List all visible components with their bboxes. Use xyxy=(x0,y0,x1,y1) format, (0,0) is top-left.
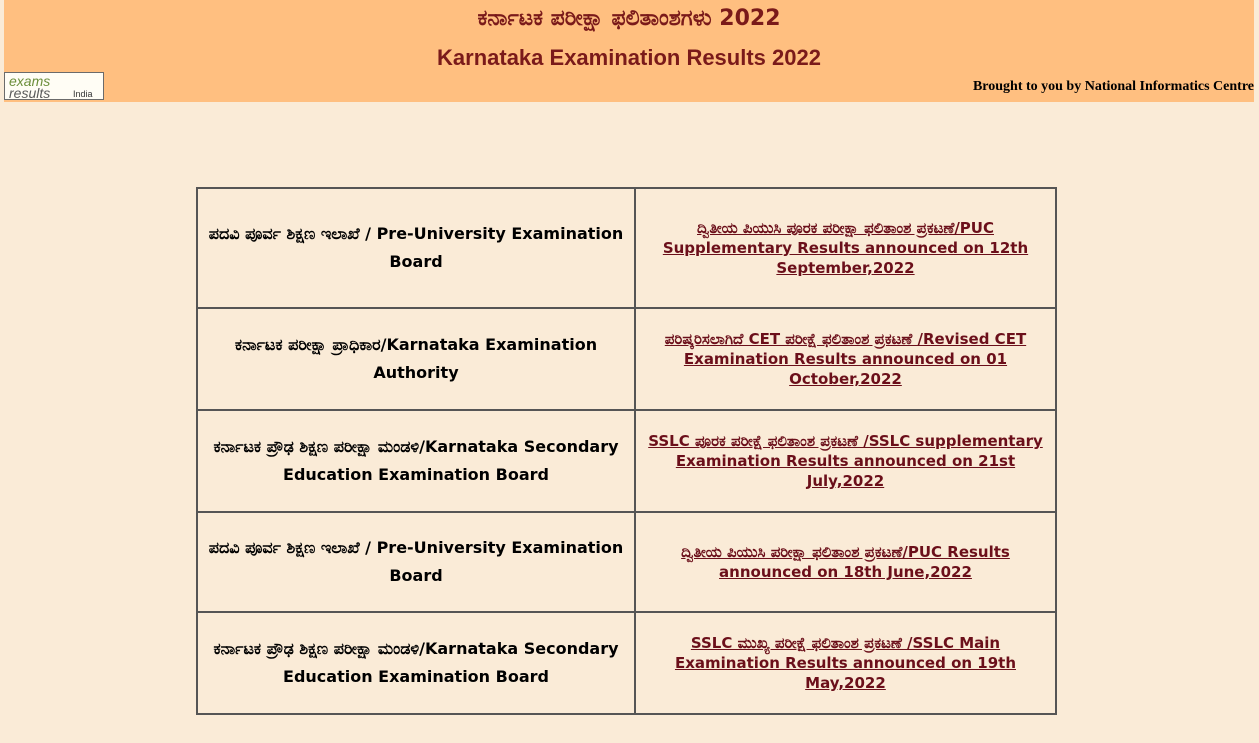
logo-text-india: India xyxy=(73,89,93,99)
page-title-kannada: ಕರ್ನಾಟಕ ಪರೀಕ್ಷಾ ಫಲಿತಾಂಶಗಳು 2022 xyxy=(477,6,781,31)
table-row xyxy=(197,308,1056,410)
result-link-sslc-main[interactable]: SSLC ಮುಖ್ಯ ಪರೀಕ್ಷೆ ಫಲಿತಾಂಶ ಪ್ರಕಟಣೆ /SSLC Main Examination Results announced on 19th May,2022 xyxy=(674,634,1016,692)
result-link-revised-cet[interactable]: ಪರಿಷ್ಕರಿಸಲಾಗಿದೆ CET ಪರೀಕ್ಷೆ ಫಲಿತಾಂಶ ಪ್ರಕಟಣೆ /Revised CET Examination Results announced on 01 October,2022 xyxy=(664,330,1027,388)
table-row xyxy=(197,410,1056,512)
logo-text-results: results xyxy=(9,85,51,101)
board-name: ಕರ್ನಾಟಕ ಪ್ರೌಢ ಶಿಕ್ಷಣ ಪರೀಕ್ಷಾ ಮಂಡಳಿ/Karnataka Secondary Education Examination Board xyxy=(197,410,635,512)
logo-text-exams: exams xyxy=(9,73,51,89)
result-link-sslc-supplementary[interactable]: SSLC ಪೂರಕ ಪರೀಕ್ಷೆ ಫಲಿತಾಂಶ ಪ್ರಕಟಣೆ /SSLC supplementary Examination Results announced on 21st July,2022 xyxy=(648,432,1043,490)
nic-credit: Brought to you by National Informatics Centre xyxy=(972,79,1254,94)
results-table xyxy=(196,187,1057,715)
result-cell xyxy=(635,188,1056,308)
page-title-english: Karnataka Examination Results 2022 xyxy=(437,45,821,70)
result-cell xyxy=(635,410,1056,512)
board-name: ಕರ್ನಾಟಕ ಪರೀಕ್ಷಾ ಪ್ರಾಧಿಕಾರ/Karnataka Examination Authority xyxy=(197,308,635,410)
result-link-puc-supplementary[interactable]: ದ್ವಿತೀಯ ಪಿಯುಸಿ ಪೂರಕ ಪರೀಕ್ಷಾ ಫಲಿತಾಂಶ ಪ್ರಕಟಣೆ/PUC Supplementary Results announced on 12th September,2022 xyxy=(662,219,1029,277)
board-name: ಪದವಿ ಪೂರ್ವ ಶಿಕ್ಷಣ ಇಲಾಖೆ / Pre-University Examination Board xyxy=(197,512,635,612)
result-cell xyxy=(635,308,1056,410)
result-link-puc-results[interactable]: ದ್ವಿತೀಯ ಪಿಯುಸಿ ಪರೀಕ್ಷಾ ಫಲಿತಾಂಶ ಪ್ರಕಟಣೆ/PUC Results announced on 18th June,2022 xyxy=(681,543,1010,581)
board-name: ಪದವಿ ಪೂರ್ವ ಶಿಕ್ಷಣ ಇಲಾಖೆ / Pre-University Examination Board xyxy=(197,188,635,308)
table-row xyxy=(197,512,1056,612)
result-cell xyxy=(635,612,1056,714)
table-row xyxy=(197,612,1056,714)
result-cell xyxy=(635,512,1056,612)
table-row xyxy=(197,188,1056,308)
page-header xyxy=(4,0,1254,102)
board-name: ಕರ್ನಾಟಕ ಪ್ರೌಢ ಶಿಕ್ಷಣ ಪರೀಕ್ಷಾ ಮಂಡಳಿ/Karnataka Secondary Education Examination Board xyxy=(197,612,635,714)
exams-results-india-logo[interactable] xyxy=(4,72,104,100)
